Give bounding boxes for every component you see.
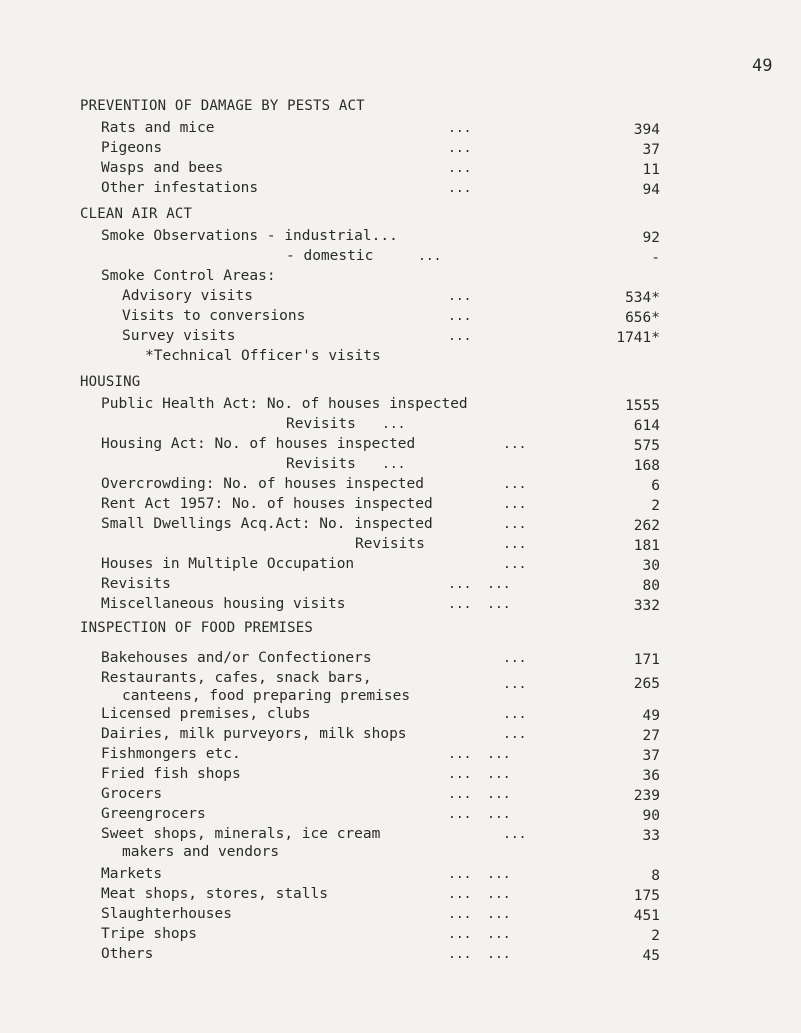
row-dots: ... ... bbox=[448, 767, 511, 782]
row-label: Survey visits bbox=[122, 328, 236, 344]
footnote: *Technical Officer's visits bbox=[145, 348, 381, 364]
row-label: Grocers bbox=[101, 786, 163, 802]
row-label: Other infestations bbox=[101, 180, 259, 196]
row-value: 168 bbox=[633, 458, 660, 474]
row-dots: ... ... bbox=[448, 787, 511, 802]
row-dots: ... bbox=[503, 677, 527, 692]
row-dots: ... bbox=[503, 727, 527, 742]
section-heading-clean-air: CLEAN AIR ACT bbox=[80, 206, 193, 222]
row-value: 614 bbox=[633, 418, 660, 434]
row-dots: ... bbox=[448, 309, 472, 324]
row-value: 2 bbox=[651, 498, 660, 514]
row-dots: ... ... bbox=[448, 807, 511, 822]
row-dots: ... bbox=[503, 827, 527, 842]
row-dots: ... bbox=[503, 651, 527, 666]
row-value: 1555 bbox=[625, 398, 660, 414]
row-value: - bbox=[651, 250, 660, 266]
row-dots: ... bbox=[503, 707, 527, 722]
row-label: Smoke Control Areas: bbox=[101, 268, 276, 284]
row-dots: ... bbox=[503, 537, 527, 552]
row-dots: ... ... bbox=[448, 927, 511, 942]
row-dots: ... bbox=[382, 417, 406, 432]
row-label: Slaughterhouses bbox=[101, 906, 232, 922]
row-dots: ... ... bbox=[448, 597, 511, 612]
row-value: 175 bbox=[633, 888, 660, 904]
row-label: Dairies, milk purveyors, milk shops bbox=[101, 726, 407, 742]
row-label: Smoke Observations - industrial... bbox=[101, 228, 398, 244]
row-label: Others bbox=[101, 946, 154, 962]
row-value: 8 bbox=[651, 868, 660, 884]
row-dots: ... bbox=[382, 457, 406, 472]
row-value: 30 bbox=[642, 558, 660, 574]
row-dots: ... bbox=[503, 497, 527, 512]
row-label: Small Dwellings Acq.Act: No. inspected bbox=[101, 516, 433, 532]
row-label: Licensed premises, clubs bbox=[101, 706, 311, 722]
row-dots: ... ... bbox=[448, 947, 511, 962]
section-heading-pests: PREVENTION OF DAMAGE BY PESTS ACT bbox=[80, 98, 365, 114]
row-label: Revisits bbox=[286, 416, 356, 432]
row-dots: ... bbox=[503, 477, 527, 492]
row-value: 262 bbox=[633, 518, 660, 534]
row-label: - domestic bbox=[286, 248, 374, 264]
row-label: Fishmongers etc. bbox=[101, 746, 241, 762]
row-value: 394 bbox=[633, 122, 660, 138]
section-heading-housing: HOUSING bbox=[80, 374, 141, 390]
row-value: 90 bbox=[642, 808, 660, 824]
row-value: 451 bbox=[633, 908, 660, 924]
row-label: Revisits bbox=[101, 576, 171, 592]
row-dots: ... ... bbox=[448, 867, 511, 882]
row-label: Wasps and bees bbox=[101, 160, 224, 176]
row-value: 171 bbox=[633, 652, 660, 668]
row-value: 36 bbox=[642, 768, 660, 784]
row-value: 49 bbox=[642, 708, 660, 724]
row-label: Revisits bbox=[355, 536, 425, 552]
row-dots: ... ... bbox=[448, 887, 511, 902]
row-label: Revisits bbox=[286, 456, 356, 472]
row-dots: ... bbox=[448, 141, 472, 156]
row-value: 92 bbox=[642, 230, 660, 246]
section-heading-food: INSPECTION OF FOOD PREMISES bbox=[80, 620, 313, 636]
row-value: 80 bbox=[642, 578, 660, 594]
row-value: 575 bbox=[633, 438, 660, 454]
row-value: 181 bbox=[633, 538, 660, 554]
row-dots: ... bbox=[448, 289, 472, 304]
row-label: Visits to conversions bbox=[122, 308, 306, 324]
row-label: canteens, food preparing premises bbox=[122, 688, 411, 704]
row-label: Bakehouses and/or Confectioners bbox=[101, 650, 372, 666]
row-value: 45 bbox=[642, 948, 660, 964]
row-label: makers and vendors bbox=[122, 844, 280, 860]
row-value: 11 bbox=[642, 162, 660, 178]
row-label: Meat shops, stores, stalls bbox=[101, 886, 328, 902]
row-dots: ... bbox=[503, 557, 527, 572]
row-label: Sweet shops, minerals, ice cream bbox=[101, 826, 381, 842]
row-label: Pigeons bbox=[101, 140, 163, 156]
row-label: Markets bbox=[101, 866, 163, 882]
row-label: Miscellaneous housing visits bbox=[101, 596, 346, 612]
row-value: 534* bbox=[625, 290, 660, 306]
row-value: 1741* bbox=[616, 330, 660, 346]
row-value: 37 bbox=[642, 748, 660, 764]
row-value: 6 bbox=[651, 478, 660, 494]
row-label: Restaurants, cafes, snack bars, bbox=[101, 670, 372, 686]
row-value: 37 bbox=[642, 142, 660, 158]
row-label: Greengrocers bbox=[101, 806, 206, 822]
row-label: Rent Act 1957: No. of houses inspected bbox=[101, 496, 433, 512]
row-dots: ... ... bbox=[448, 907, 511, 922]
row-dots: ... bbox=[448, 181, 472, 196]
row-dots: ... ... bbox=[448, 747, 511, 762]
row-dots: ... bbox=[503, 517, 527, 532]
row-value: 2 bbox=[651, 928, 660, 944]
row-dots: ... bbox=[448, 161, 472, 176]
row-value: 332 bbox=[633, 598, 660, 614]
row-value: 27 bbox=[642, 728, 660, 744]
row-label: Rats and mice bbox=[101, 120, 215, 136]
row-value: 94 bbox=[642, 182, 660, 198]
row-label: Tripe shops bbox=[101, 926, 198, 942]
row-dots: ... bbox=[418, 249, 442, 264]
row-label: Advisory visits bbox=[122, 288, 253, 304]
page-number: 49 bbox=[752, 56, 773, 76]
row-label: Housing Act: No. of houses inspected bbox=[101, 436, 416, 452]
row-dots: ... bbox=[448, 329, 472, 344]
row-label: Houses in Multiple Occupation bbox=[101, 556, 355, 572]
row-label: Overcrowding: No. of houses inspected bbox=[101, 476, 425, 492]
row-value: 33 bbox=[642, 828, 660, 844]
row-label: Fried fish shops bbox=[101, 766, 241, 782]
row-value: 265 bbox=[633, 676, 660, 692]
row-dots: ... ... bbox=[448, 577, 511, 592]
row-value: 656* bbox=[625, 310, 660, 326]
row-value: 239 bbox=[633, 788, 660, 804]
row-dots: ... bbox=[448, 121, 472, 136]
row-label: Public Health Act: No. of houses inspected bbox=[101, 396, 468, 412]
row-dots: ... bbox=[503, 437, 527, 452]
